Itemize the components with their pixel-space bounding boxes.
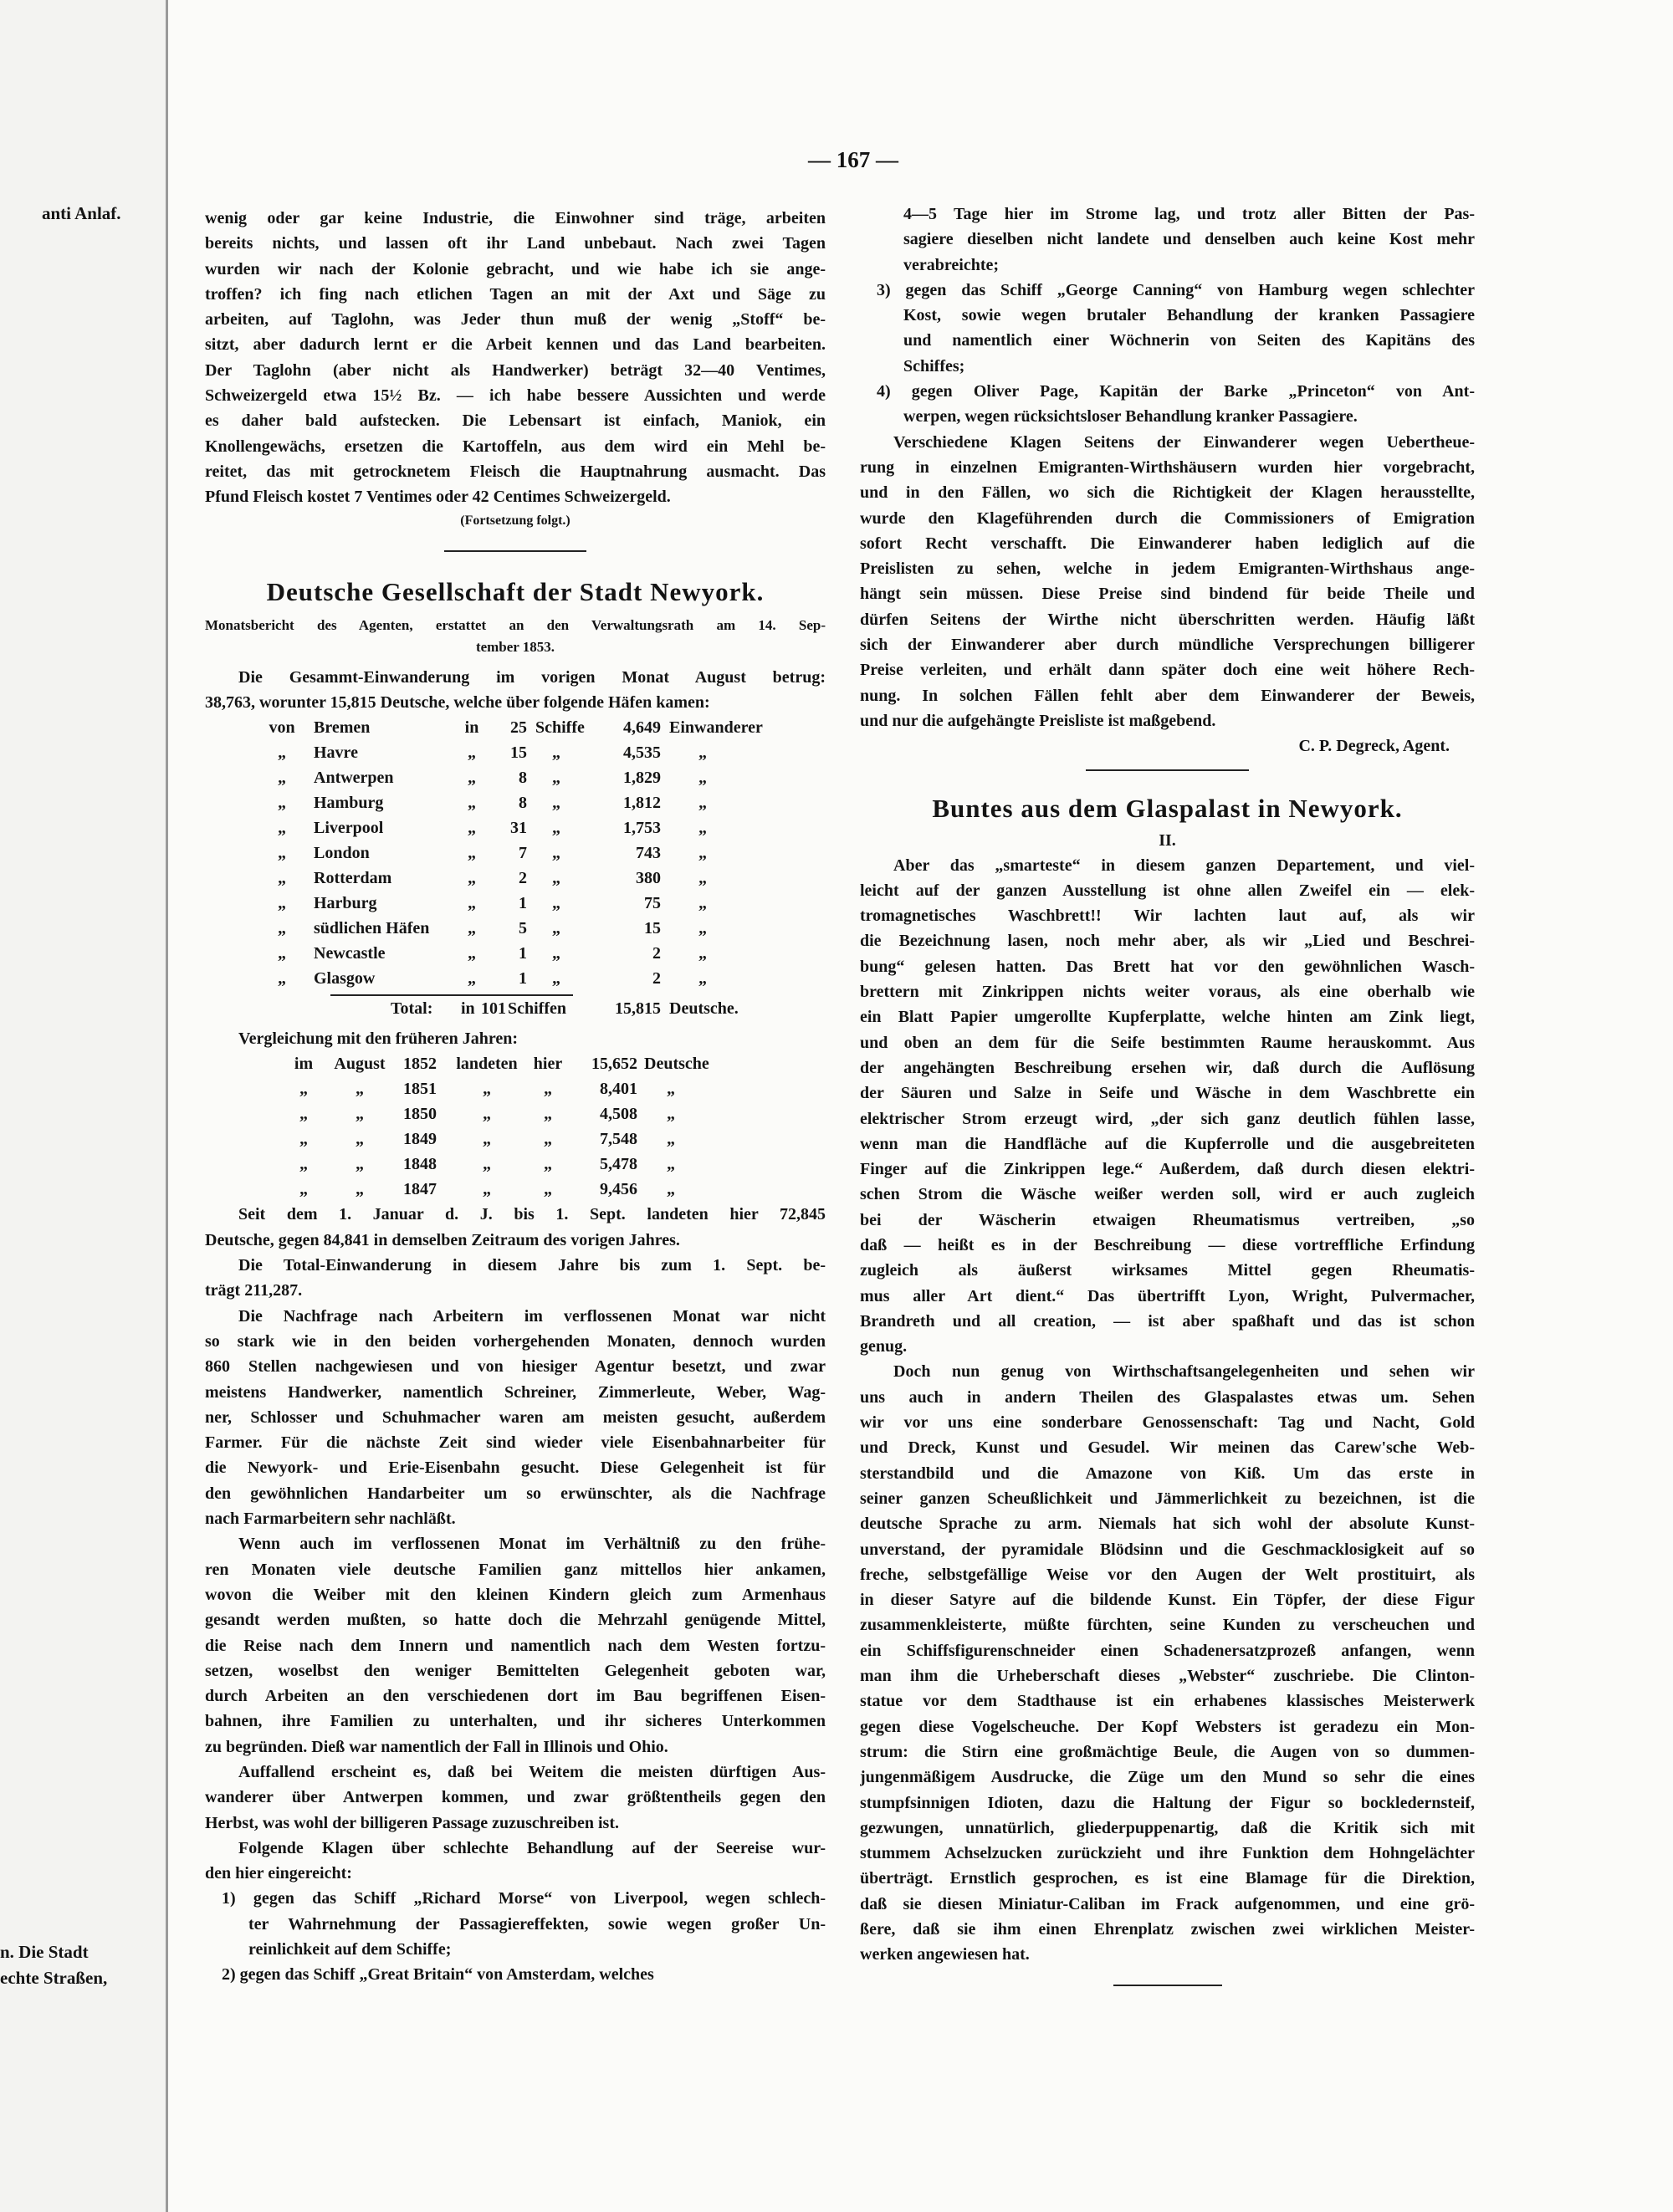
cell-em: 380 (636, 869, 661, 888)
complaint-item (205, 1962, 826, 1987)
cell-lab: Einwanderer (669, 718, 763, 738)
cell-b: „ (356, 1105, 364, 1124)
comparison-row (205, 1152, 826, 1177)
text-line: nung. In solchen Fällen fehlt aber dem Einwanderer der Beweis, (860, 686, 1475, 705)
text-line: Pfund Fleisch kostet 7 Ventimes oder 42 Centimes Schweizergeld. (205, 488, 671, 507)
cell-lab: „ (698, 869, 707, 888)
text-line: freche, selbstgefällige Weise vor den Augen der Welt prostituirt, als (860, 1565, 1475, 1584)
text-line: strum: die Stirn eine großmächtige Beule, die Augen von so dummen- (860, 1742, 1475, 1761)
article-subtitle: Monatsbericht des Agenten, erstattet an den Verwaltungsrath am 14. Sep- (205, 616, 826, 633)
comparison-row (205, 1076, 826, 1101)
cell-y: 1847 (403, 1180, 437, 1199)
cell-sl: „ (552, 969, 560, 989)
comparison-row (205, 1126, 826, 1152)
cell-b: August (334, 1055, 386, 1074)
table-row (205, 790, 826, 815)
cell-d: „ (544, 1105, 552, 1124)
cell-ships: 8 (519, 794, 527, 813)
cell-prep: „ (278, 794, 286, 813)
cell-ships: 2 (519, 869, 527, 888)
text-line: bahnen, ihre Familien zu unterhalten, und ihr sicheres Unterkommen (205, 1712, 826, 1731)
cell-em: 1,753 (623, 819, 661, 838)
text-line: der Säuren und Salze in Seife und Wäsche in dem Waschbrette ein (860, 1084, 1475, 1103)
cell-lab: „ (698, 743, 707, 763)
cell-lab: „ (698, 844, 707, 863)
cell-in: „ (468, 794, 476, 813)
text-line: Aber das „smarteste“ in diesem ganzen Departement, und viel- (893, 856, 1475, 875)
text-line: man ihm die Urheberschaft dieses „Webster“ zuschriebe. Die Clinton- (860, 1667, 1475, 1686)
cell-sl: „ (552, 819, 560, 838)
text-line: Doch nun genug von Wirthschaftsangelegenheiten und sehen wir (893, 1362, 1475, 1382)
text-line: 3) gegen das Schiff „George Canning“ von Hamburg wegen schlechter (877, 280, 1475, 299)
text-line: Auffallend erscheint es, daß bei Weitem die meisten dürftigen Aus- (238, 1762, 826, 1781)
text-line: reinlichkeit auf dem Schiffe; (248, 1940, 452, 1959)
cell-in: in (464, 718, 479, 738)
text-line: Kost, sowie wegen brutaler Behandlung der kranken Passagiere (903, 306, 1475, 325)
text-line: brettern mit Zinkrippen nichts weiter voraus, als eine oberhalb wie (860, 983, 1475, 1002)
table-row (205, 966, 826, 991)
text-line: ter Wahrnehmung der Passagiereffekten, sowie wegen großer Un- (248, 1914, 826, 1934)
cell-d: hier (533, 1055, 563, 1074)
cell-a: „ (299, 1155, 308, 1174)
complaint-item (860, 278, 1475, 379)
table-row (205, 765, 826, 790)
text-line: sagiere dieselben nicht landete und denselben auch keine Kost mehr (903, 230, 1475, 249)
text-line: Farmer. Für die nächste Zeit sind wieder viele Eisenbahnarbeiter für (205, 1433, 826, 1453)
text-line: gesandt werden mußten, so hatte doch die Mehrzahl genügende Mittel, (205, 1611, 826, 1630)
paragraph (205, 1253, 826, 1304)
cell-d: „ (544, 1155, 552, 1174)
cell-sl: „ (552, 794, 560, 813)
text-line: leicht auf der ganzen Ausstellung ist ohne allen Zweifel ein — elek- (860, 881, 1475, 900)
section-divider (444, 550, 586, 552)
table-total-row (205, 996, 826, 1021)
lead-paragraph (205, 665, 826, 716)
total-ships: 101 (481, 999, 506, 1019)
margin-fragment: anti Anlaf. (42, 203, 121, 223)
cell-lab: „ (698, 944, 707, 963)
text-line: sich der Einwanderer aber durch mündliche Versprechungen billigerer (860, 636, 1475, 655)
left-column (205, 206, 826, 1988)
text-line: und in den Fällen, wo sich die Richtigkeit der Klagen herausstellte, (860, 483, 1475, 503)
text-line: daß sie diesen Miniatur-Caliban im Frack aufgenommen, und eine grö- (860, 1894, 1475, 1913)
text-line: deutsche Sprache zu arm. Niemals hat sich wohl der absolute Kunst- (860, 1515, 1475, 1534)
article-title: Buntes aus dem Glaspalast in Newyork. (932, 793, 1403, 823)
text-line: Schweizergeld etwa 15½ Bz. — ich habe bessere Aussichten und werde (205, 386, 826, 406)
text-line: der angehängten Beschreibung ersehen wir, daß durch die Auflösung (860, 1058, 1475, 1077)
cell-prep: „ (278, 944, 286, 963)
paragraph (205, 1531, 826, 1760)
cell-a: „ (299, 1180, 308, 1199)
text-line: wanderer über Antwerpen kommen, und zwar größtentheils gegen den (205, 1788, 826, 1807)
comparison-row (205, 1051, 826, 1076)
cell-y: 1848 (403, 1155, 437, 1174)
continuation-note: (Fortsetzung folgt.) (460, 513, 570, 528)
text-line: arbeiten, auf Taglohn, was Jeder thun muß der wenig „Stoff“ be- (205, 310, 826, 330)
cell-ships: 25 (510, 718, 527, 738)
text-line: reitet, das mit getrocknetem Fleisch die Hauptnahrung ausmacht. Das (205, 462, 826, 481)
text-line: seiner ganzen Scheußlichkeit und Jämmerlichkeit zu bezeichnen, ist die (860, 1489, 1475, 1508)
text-line: Der Taglohn (aber nicht als Handwerker) beträgt 32—40 Ventimes, (205, 360, 826, 380)
text-line: wovon die Weiber mit den kleinen Kindern gleich zum Armenhaus (205, 1585, 826, 1604)
text-line: 860 Stellen nachgewiesen und von hiesiger Agentur besetzt, und zwar (205, 1357, 826, 1377)
cell-b: „ (356, 1180, 364, 1199)
text-line: zugleich als äußerst wirksames Mittel gegen Rheumatis- (860, 1261, 1475, 1280)
text-line: bung“ gelesen hatten. Das Brett hat vor den gewöhnlichen Wasch- (860, 957, 1475, 976)
cell-port: Liverpool (314, 819, 384, 838)
text-line: Die Total-Einwanderung in diesem Jahre bis zum 1. Sept. be- (238, 1256, 826, 1275)
text-line: gezwungen, unnatürlich, gliederpuppenartig, daß die Kritik sich mit (860, 1818, 1475, 1837)
text-line: bei der Wäscherin etwaigen Rheumatismus vertreiben, „so (860, 1210, 1475, 1229)
text-line: Verschiedene Klagen Seitens der Einwanderer wegen Uebertheue- (893, 432, 1475, 452)
text-line: genug. (860, 1337, 908, 1356)
text-line: Preislisten zu sehen, welche in jedem Emigranten-Wirthshaus ange- (860, 559, 1475, 579)
text-line: Folgende Klagen über schlechte Behandlung auf der Seereise wur- (238, 1838, 826, 1857)
text-line: ein Blatt Papier umgerollte Kupferplatte, welche hinten am Zink liegt, (860, 1008, 1475, 1027)
cell-y: 1851 (403, 1080, 437, 1099)
text-line: die Bezeichnung lasen, noch mehr aber, als wir „Lied und Beschrei- (860, 932, 1475, 951)
text-line: 4—5 Tage hier im Strome lag, und trotz aller Bitten der Pas- (903, 205, 1475, 223)
paragraph (205, 1836, 826, 1887)
cell-c: „ (483, 1180, 491, 1199)
text-line: werpen, wegen rücksichtsloser Behandlung kranker Passagiere. (903, 407, 1358, 427)
text-line: sterstandbild und die Amazone von Kiß. Um das erste in (860, 1464, 1475, 1483)
cell-y: 1852 (403, 1055, 437, 1074)
cell-port: Rotterdam (314, 869, 392, 888)
text-line: die Reise nach dem Innern und namentlich nach dem Westen fortzu- (205, 1636, 826, 1655)
cell-em: 75 (644, 894, 661, 913)
cell-prep: „ (278, 844, 286, 863)
cell-in: „ (468, 743, 476, 763)
cell-in: „ (468, 819, 476, 838)
total-in: in (461, 999, 475, 1019)
end-divider (1113, 1985, 1222, 1986)
cell-ships: 1 (519, 969, 527, 989)
cell-ships: 15 (510, 743, 527, 763)
cell-e: Deutsche (644, 1055, 709, 1074)
text-line: schen Strom die Wäsche weißer werden soll, wird er auch zugleich (860, 1185, 1475, 1204)
total-lab: Deutsche. (669, 999, 739, 1019)
article-title: Deutsche Gesellschaft der Stadt Newyork. (266, 576, 765, 606)
cell-em: 2 (652, 944, 661, 963)
text-line: zu begründen. Dieß war namentlich der Fall in Illinois und Ohio. (205, 1737, 668, 1756)
cell-in: „ (468, 919, 476, 938)
paragraph (205, 1760, 826, 1836)
cell-em: 1,812 (623, 794, 661, 813)
text-line: den hier eingereicht: (205, 1864, 352, 1883)
text-line: meistens Handwerker, namentlich Schreiner, Zimmerleute, Weber, Wag- (205, 1382, 826, 1402)
text-line: 1) gegen das Schiff „Richard Morse“ von Liverpool, wegen schlech- (222, 1889, 826, 1908)
margin-fragment: n. Die Stadt (0, 1942, 89, 1962)
agent-signature: C. P. Degreck, Agent. (1298, 737, 1450, 756)
cell-c: landeten (456, 1055, 518, 1074)
text-line: troffen? ich fing nach etlichen Tagen an mit der Axt und Säge zu (205, 284, 826, 304)
cell-in: „ (468, 769, 476, 788)
cell-c: „ (483, 1130, 491, 1149)
text-line: den gewöhnlichen Handarbeiter um so erwünschter, als die Nachfrage (205, 1484, 826, 1503)
cell-port: Hamburg (314, 794, 384, 813)
text-line: wurden wir nach der Kolonie gebracht, und wie habe ich sie ange- (205, 259, 826, 278)
text-line: Herbst, was wohl der billigeren Passage zuzuschreiben ist. (205, 1813, 619, 1832)
text-line: Preise verleiten, und erhält dann später doch eine weit höhere Rech- (860, 661, 1475, 680)
cell-a: „ (299, 1105, 308, 1124)
text-line: 38,763, worunter 15,815 Deutsche, welche über folgende Häfen kamen: (205, 692, 710, 712)
cell-sl: „ (552, 919, 560, 938)
total-count: 15,815 (615, 999, 661, 1019)
cell-a: „ (299, 1130, 308, 1149)
cell-prep: von (269, 718, 295, 738)
text-line: werken angewiesen hat. (860, 1945, 1030, 1964)
text-line: tromagnetisches Waschbrett!! Wir lachten laut auf, als wir (860, 907, 1475, 926)
table-row (205, 891, 826, 916)
cell-lab: „ (698, 919, 707, 938)
text-line: Deutsche, gegen 84,841 in demselben Zeitraum des vorigen Jahres. (205, 1230, 680, 1249)
text-line: ein Schiffsfigurenschneider einen Schadenersatzprozeß anfangen, wenn (860, 1641, 1475, 1660)
cell-b: „ (356, 1130, 364, 1149)
cell-port: Antwerpen (314, 769, 394, 788)
cell-lab: „ (698, 894, 707, 913)
comparison-heading: Vergleichung mit den früheren Jahren: (238, 1029, 519, 1049)
text-line: in dieser Satyre auf die bildende Kunst. Ein Töpfer, der diese Figur (860, 1591, 1475, 1610)
text-line: jungenmäßigem Ausdrucke, die Züge um den Mund so sehr die eines (860, 1768, 1475, 1787)
text-line: daß — heißt es in der Beschreibung — diese vortreffliche Erfindung (860, 1235, 1475, 1254)
cell-sl: „ (552, 869, 560, 888)
text-line: Knollengewächs, ersetzen die Kartoffeln, aus dem wird ein Mehl be- (205, 437, 826, 456)
cell-ships: 1 (519, 944, 527, 963)
cell-ships: 7 (519, 844, 527, 863)
cell-em: 1,829 (623, 769, 661, 788)
cell-em: 15 (644, 919, 661, 938)
right-column (860, 202, 1475, 1986)
cell-em: 743 (636, 844, 661, 863)
paragraph (205, 1304, 826, 1532)
cell-in: „ (468, 969, 476, 989)
cell-e: „ (667, 1105, 675, 1124)
cell-sl: Schiffe (535, 718, 585, 738)
article-part-number: II. (1159, 830, 1176, 850)
cell-prep: „ (278, 743, 286, 763)
cell-in: „ (468, 869, 476, 888)
cell-c: „ (483, 1105, 491, 1124)
cell-port: London (314, 844, 370, 863)
cell-d: „ (544, 1130, 552, 1149)
cell-prep: „ (278, 919, 286, 938)
paragraph (860, 430, 1475, 734)
cell-em: 2 (652, 969, 661, 989)
cell-e: „ (667, 1130, 675, 1149)
text-line: rung in einzelnen Emigranten-Wirthshäusern wurden hier vorgebracht, (860, 457, 1475, 477)
paragraph (860, 853, 1475, 1360)
cell-n: 9,456 (600, 1180, 637, 1199)
text-line: und Dreck, Kunst und Gesudel. Wir meinen das Carew'sche Web- (860, 1438, 1475, 1458)
cell-b: „ (356, 1155, 364, 1174)
text-line: wurde den Klageführenden durch die Commissioners of Emigration (860, 508, 1475, 528)
cell-lab: „ (698, 794, 707, 813)
text-line: sitzt, aber dadurch lernt er die Arbeit kennen und das Land bearbeiten. (205, 335, 826, 355)
text-line: bereits nichts, und lassen oft ihr Land unbebaut. Nach zwei Tagen (205, 234, 826, 253)
text-line: ner, Schlosser und Schuhmacher waren am meisten gesucht, außerdem (205, 1407, 826, 1427)
cell-prep: „ (278, 969, 286, 989)
comparison-row (205, 1101, 826, 1126)
text-line: die Newyork- und Erie-Eisenbahn gesucht. Diese Gelegenheit ist für (205, 1458, 826, 1478)
port-table (205, 715, 826, 991)
previous-page-margin (0, 0, 166, 2212)
cell-n: 15,652 (591, 1055, 637, 1074)
text-line: wenig oder gar keine Industrie, die Einwohner sind träge, arbeiten (205, 209, 826, 227)
text-line: ßere, daß sie ihm einen Ehrenplatz zwischen zwei wirklichen Meister- (860, 1920, 1475, 1939)
total-sl: Schiffen (508, 999, 566, 1019)
complaint-item (205, 1886, 826, 1962)
cell-prep: „ (278, 869, 286, 888)
cell-y: 1849 (403, 1130, 437, 1149)
comparison-table (205, 1051, 826, 1202)
text-line: stummem Achselzucken zurückzieht und ihre Funktion dem Hohngelächter (860, 1844, 1475, 1863)
cell-ships: 5 (519, 919, 527, 938)
text-line: 2) gegen das Schiff „Great Britain“ von Amsterdam, welches (222, 1965, 654, 1985)
cell-e: „ (667, 1080, 675, 1099)
cell-sl: „ (552, 769, 560, 788)
text-line: Die Gesammt-Einwanderung im vorigen Monat August betrug: (238, 667, 826, 687)
section-divider (1086, 769, 1249, 771)
cell-lab: „ (698, 969, 707, 989)
cell-sl: „ (552, 844, 560, 863)
text-line: und oben an dem für die Seife bestimmten Raume herauskommt. Aus (860, 1033, 1475, 1052)
text-line: trägt 211,287. (205, 1281, 303, 1300)
cell-a: „ (299, 1080, 308, 1099)
text-line: Finger auf die Zinkrippen lege.“ Außerdem, daß durch diesen elektri- (860, 1160, 1475, 1179)
cell-sl: „ (552, 743, 560, 763)
text-line: uns auch in andern Theilen des Glaspalastes etwas um. Sehen (860, 1387, 1475, 1407)
cell-sl: „ (552, 894, 560, 913)
text-line: setzen, woselbst den weniger Bemittelten Gelegenheit geboten war, (205, 1661, 826, 1680)
cell-b: „ (356, 1080, 364, 1099)
cell-in: „ (468, 894, 476, 913)
comparison-row (205, 1177, 826, 1202)
text-line: nach Farmarbeitern sehr nachläßt. (205, 1510, 456, 1529)
cell-lab: „ (698, 769, 707, 788)
text-line: sofort Recht verschafft. Die Einwanderer haben lediglich auf die (860, 534, 1475, 553)
cell-n: 4,508 (600, 1105, 637, 1124)
cell-port: Newcastle (314, 944, 386, 963)
text-line: gegen diese Vogelscheuche. Der Kopf Websters ist geradezu ein Mon- (860, 1717, 1475, 1736)
cell-ships: 8 (519, 769, 527, 788)
text-line: ren Monaten viele deutsche Familien ganz mittellos hier ankamen, (205, 1560, 826, 1579)
text-line: mus aller Art dient.“ Das übertrifft Lyon, Wright, Pulvermacher, (860, 1286, 1475, 1305)
text-line: statue vor dem Stadthause ist ein erhabenes klassisches Meisterwerk (860, 1692, 1475, 1711)
cell-y: 1850 (403, 1105, 437, 1124)
text-line: wir vor uns eine sonderbare Genossenschaft: Tag und Nacht, Gold (860, 1413, 1475, 1433)
table-row (205, 840, 826, 866)
cell-ships: 1 (519, 894, 527, 913)
cell-prep: „ (278, 819, 286, 838)
text-line: stumpfsinnigen Idioten, dazu die Haltung der Figur so bockledernsteif, (860, 1793, 1475, 1812)
text-line: 4) gegen Oliver Page, Kapitän der Barke „Princeton“ von Ant- (877, 382, 1475, 401)
text-line: wenn man die Handfläche auf die Kupferrolle und die ausgebreiteten (860, 1134, 1475, 1153)
text-line: durch Arbeiten an den verschiedenen dort im Bau begriffenen Eisen- (205, 1687, 826, 1706)
cell-d: „ (544, 1080, 552, 1099)
text-line: Brandreth und all creation, — ist aber spaßhaft und das ist schon (860, 1311, 1475, 1331)
cell-prep: „ (278, 769, 286, 788)
text-line: unverstand, der pyramidale Blödsinn und die Geschmacklosigkeit auf so (860, 1540, 1475, 1559)
text-line: hängt sein müssen. Diese Preise sind bindend für beide Theile und (860, 585, 1475, 604)
complaint-item (860, 202, 1475, 278)
table-row (205, 715, 826, 740)
cell-n: 7,548 (600, 1130, 637, 1149)
text-line: Die Nachfrage nach Arbeitern im verflossenen Monat war nicht (238, 1306, 826, 1326)
margin-fragment: echte Straßen, (0, 1968, 108, 1988)
table-row (205, 815, 826, 840)
cell-port: südlichen Häfen (314, 919, 430, 938)
page-gutter-line (166, 0, 168, 2212)
text-line: es daher bald aufstecken. Die Lebensart ist einfach, Maniok, ein (205, 411, 826, 431)
text-line: und nur die aufgehängte Preisliste ist maßgebend. (860, 711, 1216, 730)
paragraph (205, 1202, 826, 1253)
table-row (205, 740, 826, 765)
complaint-item (860, 379, 1475, 430)
cell-e: „ (667, 1155, 675, 1174)
cell-em: 4,535 (623, 743, 661, 763)
cell-ships: 31 (510, 819, 527, 838)
cell-c: „ (483, 1080, 491, 1099)
table-row (205, 916, 826, 941)
cell-prep: „ (278, 894, 286, 913)
table-row (205, 941, 826, 966)
cell-in: „ (468, 844, 476, 863)
text-line: Schiffes; (903, 356, 965, 375)
text-line: verabreichte; (903, 255, 1000, 274)
text-line: Seit dem 1. Januar d. J. bis 1. Sept. landeten hier 72,845 (238, 1205, 826, 1224)
cell-c: „ (483, 1155, 491, 1174)
total-label: Total: (391, 999, 433, 1019)
text-line: dürfen Seitens der Wirthe nicht überschritten werden. Häufig läßt (860, 610, 1475, 629)
cell-port: Harburg (314, 894, 377, 913)
cell-em: 4,649 (623, 718, 661, 738)
text-line: so stark wie in den beiden vorhergehenden Monaten, dennoch wurden (205, 1331, 826, 1351)
text-line: überträgt. Ernstlich gesprochen, es ist eine Blamage für die Direktion, (860, 1869, 1475, 1888)
text-line: und namentlich einer Wöchnerin von Seiten des Kapitäns des (903, 331, 1475, 350)
cell-n: 8,401 (600, 1080, 637, 1099)
cell-lab: „ (698, 819, 707, 838)
text-line: Wenn auch im verflossenen Monat im Verhältniß zu den frühe- (238, 1535, 826, 1554)
cell-port: Bremen (314, 718, 371, 738)
cell-a: im (294, 1055, 314, 1074)
cell-d: „ (544, 1180, 552, 1199)
text-line: elektrischer Strom erzeugt wird, „der sich ganz deutlich fühlen lasse, (860, 1109, 1475, 1128)
text-line: zusammenkleisterte, müßte fürchten, seine Kunden zu verscheuchen und (860, 1616, 1475, 1635)
cell-port: Glasgow (314, 969, 376, 989)
paragraph (860, 1359, 1475, 1967)
cell-in: „ (468, 944, 476, 963)
cell-n: 5,478 (600, 1155, 637, 1174)
cell-sl: „ (552, 944, 560, 963)
table-row (205, 866, 826, 891)
article-continuation (205, 206, 826, 510)
cell-port: Havre (314, 743, 358, 763)
cell-e: „ (667, 1180, 675, 1199)
page-number: — 167 — (808, 147, 898, 172)
article-subtitle: tember 1853. (475, 638, 555, 655)
